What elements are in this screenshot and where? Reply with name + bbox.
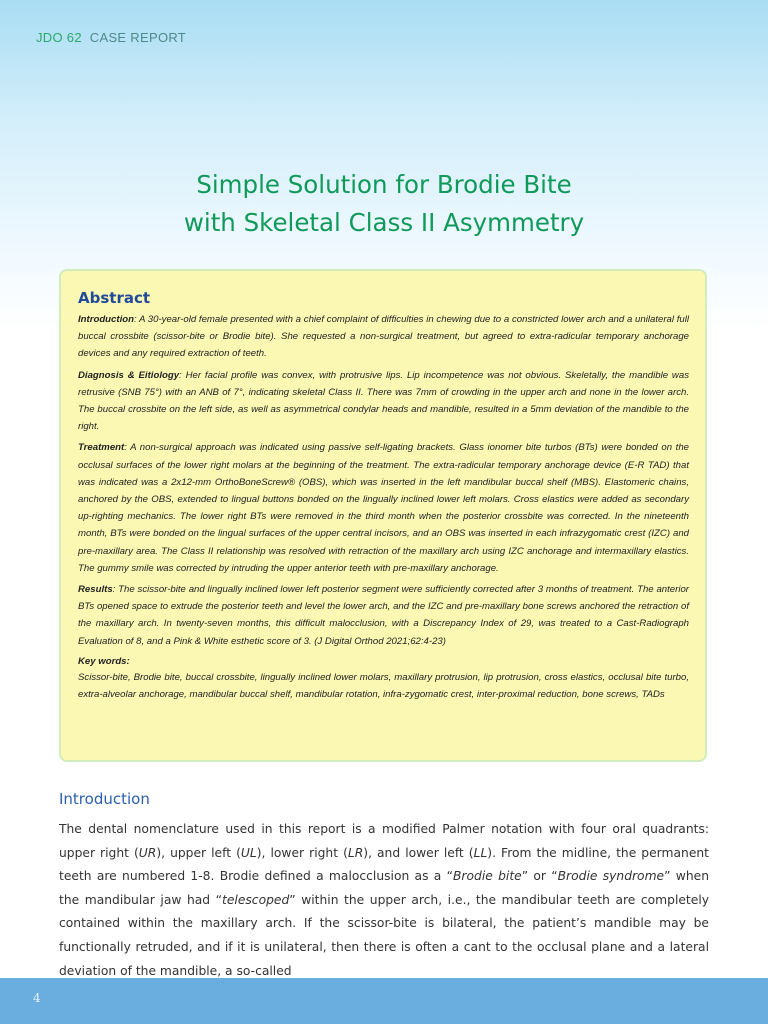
intro-text-8: ” within the upper arch, i.e., the mandibular teeth are completely contained within the maxillary arch. If the scissor-bite is bilateral, the patient’s mandible may be functionally retruded, and if it is unilateral, then there is often a cant to the occlusal plane and a lateral deviation of the mandible, a so-called <box>59 892 710 978</box>
abstract-introduction-text: : A 30-year-old female presented with a chief complaint of difficulties in chewing due to a constricted lower arch and a unilateral full buccal crossbite (scissor-bite or Brodie bite). She requested a non-surgical treatment, but agreed to extra-radicular temporary anchorage devices and any required extraction of teeth. <box>78 314 689 360</box>
intro-term-ul: UL <box>240 845 257 860</box>
abstract-results-text: : The scissor-bite and lingually inclined lower left posterior segment were sufficiently corrected after 3 months of treatment. The anterior BTs opened space to extrude the posterior teeth and level the lower arch, and the IZC and pre-maxillary bone screws anchored the retraction of the maxillary arch. In twenty-seven months, this difficult malocclusion, with a Discrepancy Index of 29, was treated to a Cast-Radiograph Evaluation of 8, and a Pink & White esthetic score of 3. (J Digital Orthod 2021;62:4-23) <box>78 584 689 647</box>
abstract-results-label: Results <box>78 584 113 596</box>
abstract-heading: Abstract <box>78 289 151 307</box>
footer-bar <box>0 978 768 1024</box>
section-label: CASE REPORT <box>89 30 187 45</box>
intro-term-telescoped: telescoped <box>222 892 290 907</box>
intro-text-3: ), lower right ( <box>256 845 348 860</box>
intro-text-7: ” when the mandibular jaw had “ <box>59 869 710 907</box>
abstract-diagnosis <box>78 367 689 436</box>
keywords-label: Key words: <box>78 655 130 667</box>
intro-term-brodie-bite: Brodie bite <box>453 869 522 884</box>
article-title <box>0 166 768 242</box>
intro-term-brodie-syndrome: Brodie syndrome <box>557 869 665 884</box>
intro-term-ur: UR <box>138 845 157 860</box>
running-header <box>36 30 186 45</box>
intro-text-5: ). From the midline, the permanent teeth are numbered 1-8. Brodie defined a malocclusion as a “ <box>59 845 709 884</box>
abstract-box <box>59 269 707 762</box>
article-title-line-2: with Skeletal Class II Asymmetry <box>183 208 585 237</box>
intro-term-ll: LL <box>473 845 488 860</box>
abstract-treatment-text: : A non-surgical approach was indicated using passive self-ligating brackets. Glass ionomer bite turbos (BTs) were bonded on the occlusal surfaces of the lower right molars at the beginning of the treatment. The extra-radicular temporary anchorage device (E-R TAD) that was indicated was a 2x12-mm OrthoBoneScrew® (OBS), which was inserted in the left mandibular buccal shelf (MBS). Elastomeric chains, anchored by the OBS, extended to lingual buttons bonded on the lingually inclined lower left molars. Cross elastics were added as secondary up-righting mechanics. The lower right BTs were removed in the third month when the posterior crossbite was corrected. In the nineteenth month, BTs were bonded on the lingual surfaces of the upper central incisors, and an OBS was inserted in each infrazygomatic crest (IZC) and pre-maxillary area. The Class II relationship was resolved with retraction of the maxillary arch using IZC anchorage and intermaxillary elastics. The gummy smile was corrected by intruding the upper anterior teeth with pre-maxillary anchorage. <box>78 442 689 574</box>
introduction-body <box>59 818 710 978</box>
journal-label: JDO 62 <box>36 30 82 45</box>
introduction-heading: Introduction <box>59 790 150 808</box>
intro-term-lr: LR <box>347 845 364 860</box>
intro-text-1: The dental nomenclature used in this report is a modified Palmer notation with four oral quadrants: upper right ( <box>59 822 709 860</box>
intro-text-2: ), upper left ( <box>156 845 241 860</box>
abstract-diagnosis-label: Diagnosis & Eitiology <box>78 369 180 381</box>
abstract-treatment-label: Treatment <box>78 442 125 454</box>
abstract-treatment <box>78 439 689 577</box>
abstract-introduction <box>78 311 689 363</box>
abstract-results <box>78 581 689 650</box>
intro-text-4: ), and lower left ( <box>363 845 474 860</box>
intro-text-6: ” or “ <box>521 869 558 884</box>
abstract-introduction-label: Introduction <box>78 314 134 325</box>
keywords-text: Scissor-bite, Brodie bite, buccal crossbite, lingually inclined lower molars, maxillary protrusion, lip protrusion, cross elastics, occlusal bite turbo, extra-alveolar anchorage, mandibular buccal shelf, mandibular rotation, infra-zygomatic crest, inter-proximal reduction, bone screws, TADs <box>78 671 689 701</box>
abstract-diagnosis-text: : Her facial profile was convex, with protrusive lips. Lip incompetence was not obvious. Skeletally, the mandible was retrusive (SNB 75°) with an ANB of 7°, indicating skeletal Class II. There was 7mm of crowding in the upper arch and none in the lower arch. The buccal crossbite on the left side, as well as asymmetrical condylar heads and mandible, resulted in a 5mm deviation of the mandible to the right. <box>78 369 689 433</box>
page-number: 4 <box>33 991 41 1005</box>
article-title-line-1: Simple Solution for Brodie Bite <box>196 170 572 199</box>
